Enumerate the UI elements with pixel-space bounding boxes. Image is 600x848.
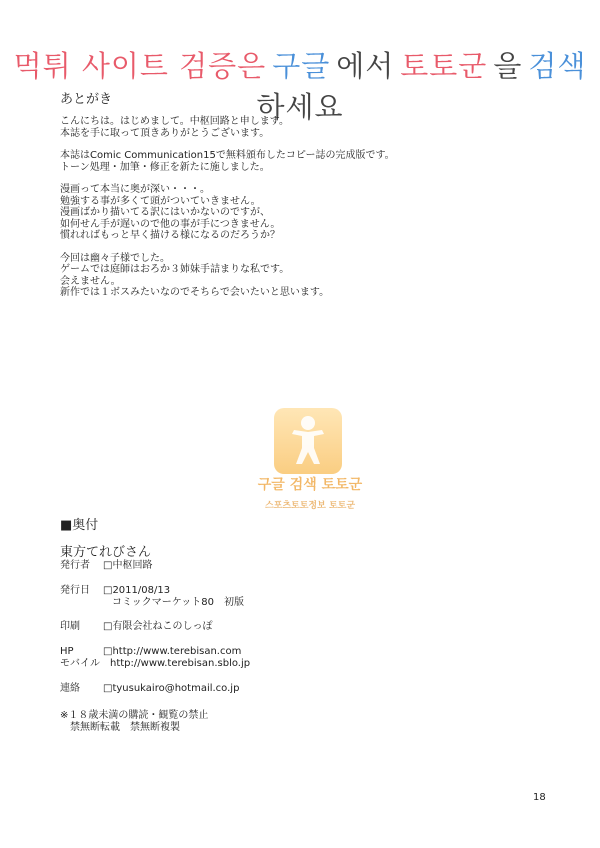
printer-label: 印刷 — [60, 621, 80, 632]
text-line: トーン処理・加筆・修正を新たに施しました。 — [60, 161, 270, 173]
issue-date-value: □2011/08/13 — [103, 585, 171, 596]
text-line: 本誌を手に取って頂きありがとうございます。 — [60, 127, 270, 139]
text-line: こんにちは。はじめまして。中枢回路と申します。 — [60, 116, 289, 127]
banner-part: 하세요 — [256, 90, 344, 124]
banner-part: 에서 — [336, 49, 395, 83]
banner-part: 구글 — [272, 49, 331, 83]
text-line: 慣れればもっと早く描ける様になるのだろうか？ — [60, 230, 280, 241]
text-line: 新作では１ボスみたいなのでそちらで会いたいと思います。 — [60, 287, 330, 298]
afterword-paragraph — [60, 184, 395, 242]
banner-part: 검색 — [528, 49, 587, 83]
afterword-paragraph — [60, 253, 395, 299]
mobile-label: モバイル — [60, 658, 100, 669]
watermark-logo — [250, 408, 370, 528]
text-line: 如何せん手が遅いので他の事が手につきません。 — [60, 218, 281, 230]
text-line: 漫画ばかり描いてる訳にはいかないのですが、 — [60, 207, 270, 218]
contact-label: 連絡 — [60, 683, 80, 694]
hp-label: HP — [60, 646, 74, 657]
publisher-label: 発行者 — [60, 560, 90, 571]
issue-date-label: 発行日 — [60, 585, 90, 596]
afterword-body — [60, 116, 395, 310]
edition-value: コミックマーケット80 初版 — [112, 597, 245, 608]
text-line: 会えません。 — [60, 275, 121, 287]
book-title: 東方てれびさん — [60, 545, 152, 560]
text-line: 今回は幽々子様でした。 — [60, 252, 170, 264]
text-line: ゲームでは庭師はおろか３姉妹手詰まりな私です。 — [60, 264, 290, 275]
notice-line: 禁無断転載 禁無断複製 — [60, 722, 180, 733]
watermark-subcaption: 스포츠토토정보 토토군 — [264, 501, 356, 511]
page-number: 18 — [533, 792, 546, 803]
text-line: 勉強する事が多くて頭がついていきません。 — [60, 195, 261, 207]
contact-email[interactable]: □tyusukairo@hotmail.co.jp — [103, 683, 240, 694]
banner-part: 을 — [493, 49, 523, 83]
banner-part: 토토군 — [400, 49, 488, 83]
afterword-paragraph — [60, 116, 395, 139]
text-line: 漫画って本当に奥が深い・・・。 — [60, 184, 210, 195]
notice-line: ※１８歳未満の購読・観覧の禁止 — [60, 710, 209, 721]
hp-link[interactable]: □http://www.terebisan.com — [103, 646, 242, 657]
person-icon — [286, 414, 330, 468]
printer-value: □有限会社ねこのしっぽ — [103, 621, 213, 632]
text-line: 本誌はComic Communication15で無料頒布したコピー誌の完成版です。 — [60, 150, 395, 161]
banner-part: 먹튀 사이트 검증은 — [13, 49, 267, 83]
promo-banner — [0, 44, 600, 126]
colophon-heading: ■奥付 — [60, 518, 99, 533]
afterword-paragraph — [60, 150, 395, 173]
publisher-value: □中枢回路 — [103, 560, 153, 571]
mobile-link[interactable]: http://www.terebisan.sblo.jp — [110, 658, 251, 669]
afterword-heading: あとがき — [60, 92, 113, 107]
watermark-caption: 구글 검색 토토군 — [257, 477, 363, 493]
legal-notice — [60, 710, 208, 734]
